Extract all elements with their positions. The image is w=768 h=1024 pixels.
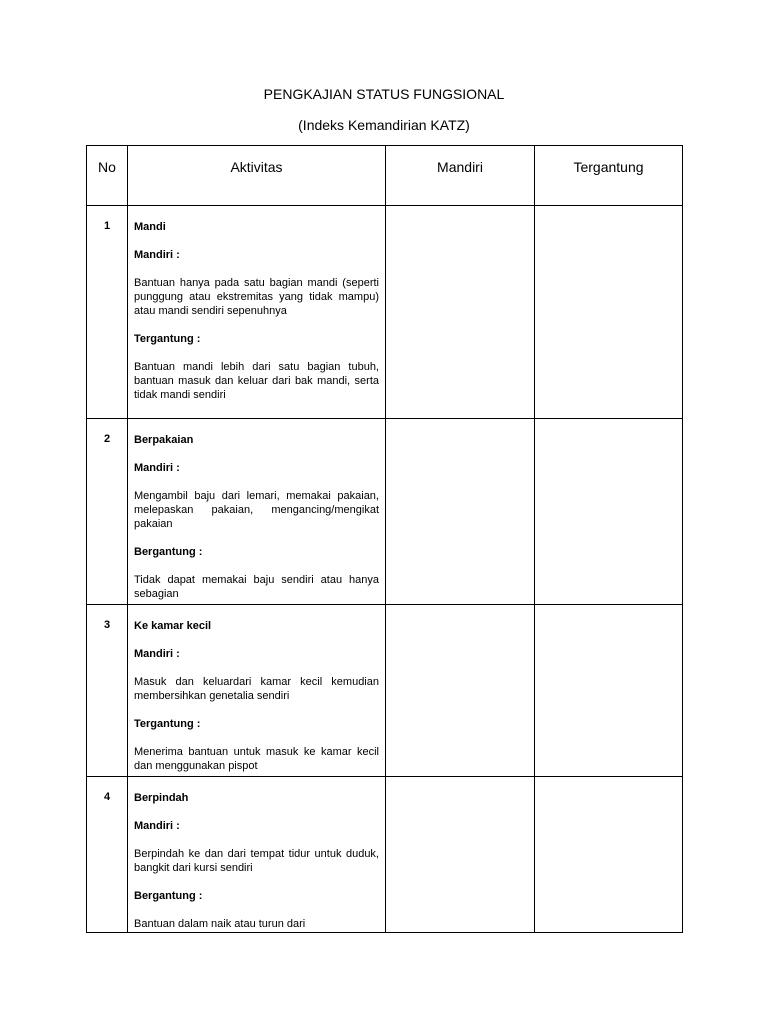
table-header-row	[87, 146, 683, 206]
activity-cell	[128, 777, 386, 933]
independent-description: Berpindah ke dan dari tempat tidur untuk duduk, bangkit dari kursi sendiri	[134, 848, 379, 874]
independent-label: Mandiri :	[134, 249, 180, 261]
row-number: 2	[87, 419, 128, 605]
column-header-independent: Mandiri	[386, 146, 535, 206]
document-title: PENGKAJIAN STATUS FUNGSIONAL	[263, 86, 505, 102]
dependent-label: Tergantung :	[134, 718, 201, 730]
dependent-label: Tergantung :	[134, 333, 201, 345]
independent-description: Masuk dan keluardari kamar kecil kemudian membersihkan genetalia sendiri	[134, 676, 379, 702]
independent-check-cell[interactable]	[386, 206, 535, 419]
activity-name: Berpakaian	[134, 434, 194, 446]
dependent-check-cell[interactable]	[535, 206, 683, 419]
dependent-label: Bergantung :	[134, 546, 203, 558]
table-row	[87, 206, 683, 419]
dependent-description: Bantuan mandi lebih dari satu bagian tubuh, bantuan masuk dan keluar dari bak mandi, serta tidak mandi sendiri	[134, 361, 379, 401]
dependent-check-cell[interactable]	[535, 605, 683, 777]
dependent-label: Bergantung :	[134, 890, 203, 902]
column-header-no: No	[87, 146, 128, 206]
independent-check-cell[interactable]	[386, 419, 535, 605]
independent-description: Mengambil baju dari lemari, memakai pakaian, melepaskan pakaian, mengancing/mengikat pakaian	[134, 490, 379, 530]
independent-check-cell[interactable]	[386, 777, 535, 933]
table-row	[87, 777, 683, 933]
column-header-activity: Aktivitas	[128, 146, 386, 206]
dependent-check-cell[interactable]	[535, 419, 683, 605]
independent-check-cell[interactable]	[386, 605, 535, 777]
row-number: 3	[87, 605, 128, 777]
independent-description: Bantuan hanya pada satu bagian mandi (seperti punggung atau ekstremitas yang tidak mampu) atau mandi sendiri sepenuhnya	[134, 277, 379, 317]
activity-name: Ke kamar kecil	[134, 620, 212, 632]
row-number: 4	[87, 777, 128, 933]
dependent-description: Tidak dapat memakai baju sendiri atau hanya sebagian	[134, 574, 379, 600]
table-row	[87, 419, 683, 605]
column-header-dependent: Tergantung	[535, 146, 683, 206]
document-subtitle: (Indeks Kemandirian KATZ)	[298, 117, 470, 133]
activity-cell	[128, 605, 386, 777]
activity-name: Berpindah	[134, 792, 189, 804]
independent-label: Mandiri :	[134, 462, 180, 474]
katz-index-table	[86, 145, 683, 933]
activity-cell	[128, 419, 386, 605]
activity-name: Mandi	[134, 221, 166, 233]
table-row	[87, 605, 683, 777]
independent-label: Mandiri :	[134, 820, 180, 832]
independent-label: Mandiri :	[134, 648, 180, 660]
row-number: 1	[87, 206, 128, 419]
dependent-check-cell[interactable]	[535, 777, 683, 933]
dependent-description: Bantuan dalam naik atau turun dari	[134, 918, 306, 930]
activity-cell	[128, 206, 386, 419]
dependent-description: Menerima bantuan untuk masuk ke kamar kecil dan menggunakan pispot	[134, 746, 379, 772]
